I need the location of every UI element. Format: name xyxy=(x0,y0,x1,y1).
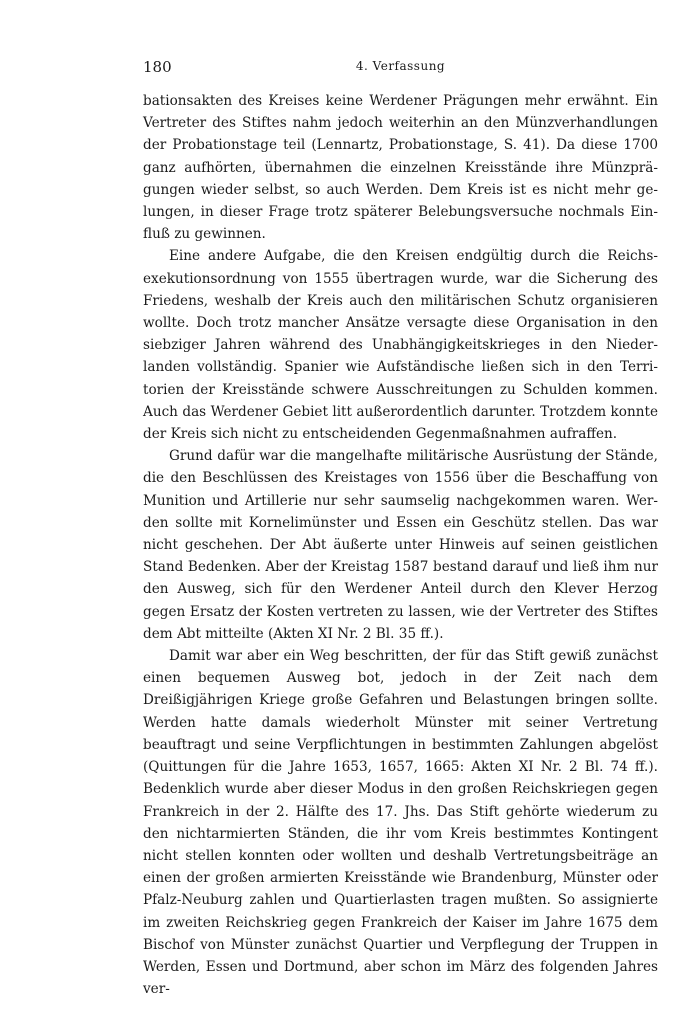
paragraph: Damit war aber ein Weg beschritten, der für das Stift gewiß zunächst einen bequemen Ausweg bot, jedoch in der Zeit nach dem Dreißigjährigen Kriege große Gefahren und Belastungen bringen sollte. Werden hatte damals wiederholt Münster mit seiner Vertretung beauftragt und seine Verpflichtungen in bestimmten Zahlungen abgelöst (Quittungen für die Jahre 1653, 1657, 1665: Akten XI Nr. 2 Bl. 74 ff.). Bedenklich wurde aber dieser Modus in den großen Reichskriegen gegen Frankreich in der 2. Hälfte des 17. Jhs. Das Stift gehörte wiederum zu den nichtarmierten Ständen, die ihr vom Kreis bestimmtes Kontingent nicht stellen konnten oder wollten und deshalb Vertretungsbeiträge an einen der großen armierten Kreisstände wie Brandenburg, Münster oder Pfalz-Neuburg zahlen und Quartierlasten tragen mußten. So assignierte im zweiten Reichskrieg gegen Frankreich der Kaiser im Jahre 1675 dem Bischof von Münster zunächst Quartier und Verpflegung der Truppen in Werden, Essen und Dortmund, aber schon im März des folgenden Jahres ver- xyxy=(143,648,658,998)
page-number: 180 xyxy=(143,58,172,76)
book-page xyxy=(143,58,658,1000)
paragraph: Eine andere Aufgabe, die den Kreisen endgültig durch die Reichsexekutionsordnung von 1555 übertragen wurde, war die Sicherung des Friedens, weshalb der Kreis auch den militärischen Schutz organisieren wollte. Doch trotz mancher Ansätze versagte diese Organisation in den siebziger Jahren während des Unabhängigkeitskrieges in den Niederlanden vollständig. Spanier wie Aufständische ließen sich in den Territorien der Kreisstände schwere Ausschreitungen zu Schulden kommen. Auch das Werdener Gebiet litt außerordentlich darunter. Trotzdem konnte der Kreis sich nicht zu entscheidenden Gegenmaßnahmen aufraffen. xyxy=(143,248,658,443)
body-text xyxy=(143,90,658,1000)
page-header xyxy=(143,58,658,82)
paragraph: Grund dafür war die mangelhafte militärische Ausrüstung der Stände, die den Beschlüssen des Kreistages von 1556 über die Beschaffung von Munition und Artillerie nur sehr saumselig nachgekommen waren. Werden sollte mit Kornelimünster und Essen ein Geschütz stellen. Das war nicht geschehen. Der Abt äußerte unter Hinweis auf seinen geistlichen Stand Bedenken. Aber der Kreistag 1587 bestand darauf und ließ ihm nur den Ausweg, sich für den Werdener Anteil durch den Klever Herzog gegen Ersatz der Kosten vertreten zu lassen, wie der Vertreter des Stiftes dem Abt mitteilte (Akten XI Nr. 2 Bl. 35 ff.). xyxy=(143,448,658,642)
paragraph-continuation: bationsakten des Kreises keine Werdener Prägungen mehr erwähnt. Ein Vertreter des Stiftes nahm jedoch weiterhin an den Münzverhandlungen der Probationstage teil (Lennartz, Probationstage, S. 41). Da diese 1700 ganz aufhörten, übernahmen die einzelnen Kreisstände ihre Münzprägungen wieder selbst, so auch Werden. Dem Kreis ist es nicht mehr gelungen, in dieser Frage trotz späterer Belebungsversuche nochmals Einfluß zu gewinnen. xyxy=(143,93,658,243)
running-head: 4. Verfassung xyxy=(355,59,446,73)
